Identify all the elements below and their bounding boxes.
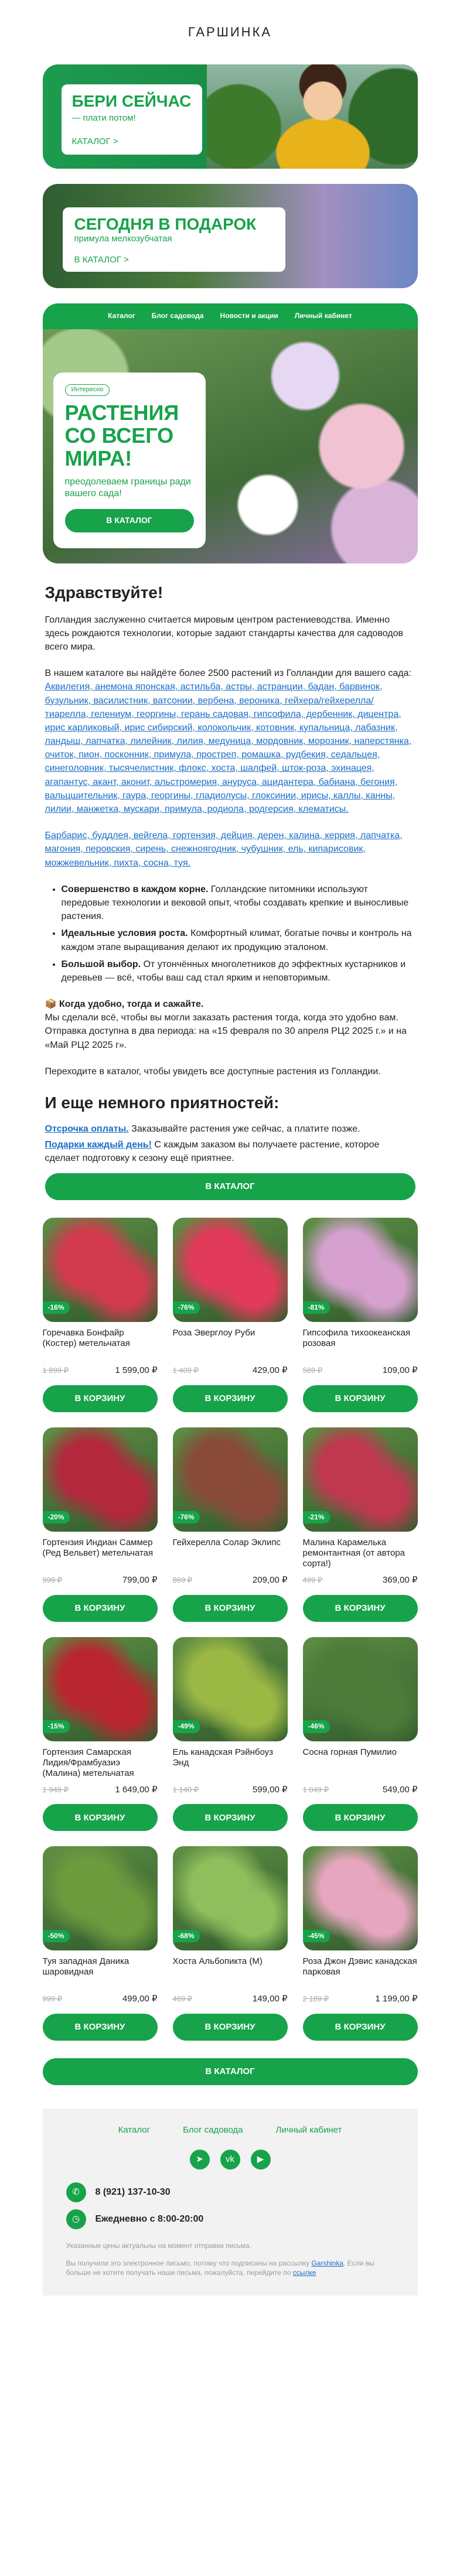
add-to-cart-button[interactable]: В КОРЗИНУ	[303, 2014, 418, 2041]
price-note: Указанные цены актуальны на момент отправки письма.	[66, 2241, 251, 2250]
discount-badge: -46%	[303, 1720, 330, 1733]
final-paragraph: Переходите в каталог, чтобы увидеть все доступные растения из Голландии.	[45, 1066, 381, 1077]
garshinka-link[interactable]: Garshinka	[311, 2259, 344, 2268]
product-name[interactable]: Гипсофила тихоокеанская розовая	[302, 1328, 411, 1349]
banner-subtitle: преодолеваем границы ради вашего сада!	[64, 476, 191, 498]
product-card[interactable]	[43, 1637, 158, 1832]
add-to-cart-button[interactable]: В КОРЗИНУ	[173, 1385, 288, 1412]
add-to-cart-button[interactable]: В КОРЗИНУ	[43, 1804, 158, 1831]
product-image[interactable]	[303, 1846, 418, 1950]
footer-nav	[66, 2124, 394, 2137]
social-links	[66, 2150, 394, 2170]
product-image[interactable]	[303, 1427, 418, 1532]
product-prices	[303, 1574, 418, 1587]
product-grid	[43, 1218, 418, 2041]
old-price: 2 189 ₽	[302, 1994, 329, 2004]
extra-deferred	[45, 1122, 415, 1136]
discount-badge: -76%	[173, 1301, 200, 1314]
phone-icon: ✆	[66, 2182, 86, 2202]
footer-nav-blog[interactable]: Блог садовода	[183, 2125, 243, 2136]
product-card[interactable]	[43, 1427, 158, 1622]
product-image[interactable]	[43, 1637, 158, 1741]
banner-title: БЕРИ СЕЙЧАС	[71, 92, 192, 110]
deferred-payment-link[interactable]: Отсрочка оплаты.	[45, 1123, 129, 1134]
site-logo[interactable]: ГАРШИНКА	[188, 25, 272, 40]
product-name[interactable]: Роза Джон Дэвис канадская парковая	[302, 1956, 417, 1977]
old-price: 589 ₽	[302, 1366, 323, 1375]
benefit-item	[62, 883, 415, 924]
product-card[interactable]	[173, 1637, 288, 1832]
extra-gifts	[45, 1138, 415, 1165]
product-card[interactable]	[173, 1846, 288, 2041]
banner-catalog-link[interactable]: КАТАЛОГ >	[71, 136, 118, 147]
old-price: 1 049 ₽	[302, 1785, 329, 1794]
product-name[interactable]: Роза Эверглоу Руби	[172, 1328, 255, 1338]
product-card[interactable]	[173, 1218, 288, 1412]
discount-badge: -45%	[303, 1930, 330, 1942]
youtube-icon[interactable]: ▶	[251, 2150, 271, 2170]
old-price: 1 409 ₽	[172, 1366, 199, 1375]
benefit-title: Идеальные условия роста.	[61, 928, 188, 939]
product-name[interactable]: Сосна горная Пумилио	[302, 1747, 397, 1757]
product-name[interactable]: Гейхерелла Солар Эклипс	[172, 1537, 281, 1547]
benefit-title: Большой выбор.	[61, 959, 141, 969]
current-price: 209,00 ₽	[252, 1574, 288, 1585]
product-name[interactable]: Гортензия Самарская Лидия/Фрамбуазиэ (Малина) метельчатая	[42, 1747, 134, 1778]
telegram-icon[interactable]: ➤	[190, 2150, 210, 2170]
product-card[interactable]	[303, 1846, 418, 2041]
product-image[interactable]	[43, 1218, 158, 1322]
add-to-cart-button[interactable]: В КОРЗИНУ	[43, 2014, 158, 2041]
discount-badge: -21%	[303, 1511, 330, 1523]
product-prices	[43, 1574, 158, 1587]
nav-account[interactable]: Личный кабинет	[294, 312, 352, 320]
old-price: 869 ₽	[172, 1575, 193, 1584]
current-price: 429,00 ₽	[252, 1365, 288, 1376]
benefit-item	[62, 958, 415, 985]
banner-catalog-button[interactable]: В КАТАЛОГ	[65, 509, 194, 532]
add-to-cart-button[interactable]: В КОРЗИНУ	[303, 1804, 418, 1831]
plants-intro: В нашем каталоге вы найдёте более 2500 растений из Голландии для вашего сада:	[45, 668, 411, 679]
current-price: 799,00 ₽	[122, 1574, 158, 1585]
subscription-note	[66, 2259, 394, 2277]
product-prices	[303, 1364, 418, 1377]
banner-world-plants	[43, 329, 418, 563]
nav-catalog[interactable]: Каталог	[108, 312, 135, 320]
order-text: Мы сделали всё, чтобы вы могли заказать растения тогда, когда это удобно вам. Отправка доступна в два периода: на «15 февраля по 30 апреля РЦ2 2025 г.» и на «Май РЦ2 2025 г».	[45, 1013, 407, 1050]
product-prices	[173, 1784, 288, 1796]
product-prices	[303, 1784, 418, 1796]
footer-nav-account[interactable]: Личный кабинет	[275, 2125, 342, 2136]
benefit-item	[62, 927, 415, 954]
current-price: 369,00 ₽	[382, 1574, 418, 1585]
old-price: 469 ₽	[172, 1994, 193, 2004]
product-prices	[43, 1364, 158, 1377]
discount-badge: -76%	[173, 1511, 200, 1523]
plants-paragraph	[45, 667, 415, 816]
product-image[interactable]	[43, 1846, 158, 1950]
benefit-text: Комфортный климат, богатые почвы и контроль на каждом этапе выращивания делают их продукцию эталоном.	[61, 928, 412, 952]
current-price: 149,00 ₽	[252, 1994, 288, 2004]
vk-icon[interactable]: vk	[220, 2150, 240, 2170]
banner-title: РАСТЕНИЯ СО ВСЕГО МИРА!	[64, 400, 179, 470]
top-nav	[43, 303, 418, 329]
discount-badge: -15%	[43, 1720, 70, 1733]
product-name[interactable]: Горечавка Бонфайр (Костер) метельчатая	[42, 1328, 130, 1349]
banner-subtitle: — плати потом!	[71, 113, 136, 124]
deferred-payment-text: Заказывайте растения уже сейчас, а платите позже.	[128, 1123, 360, 1134]
banner-subtitle: примула мелкозубчатая	[74, 234, 172, 244]
banner-photo	[207, 64, 418, 169]
current-price: 1 599,00 ₽	[115, 1365, 158, 1376]
product-image[interactable]	[303, 1218, 418, 1322]
hours-row	[66, 2209, 394, 2229]
current-price: 499,00 ₽	[122, 1994, 158, 2004]
benefits-list	[62, 883, 415, 985]
add-to-cart-button[interactable]: В КОРЗИНУ	[173, 1804, 288, 1831]
catalog-button[interactable]: В КАТАЛОГ	[45, 1173, 415, 1200]
phone-number[interactable]: 8 (921) 137-10-30	[95, 2187, 171, 2198]
product-card[interactable]	[173, 1427, 288, 1622]
add-to-cart-button[interactable]: В КОРЗИНУ	[173, 2014, 288, 2041]
discount-badge: -81%	[303, 1301, 330, 1314]
note-post: . Если вы больше не хотите получать наши письма, пожалуйста, перейдите по	[66, 2259, 374, 2277]
old-price: 999 ₽	[42, 1575, 63, 1584]
greeting: Здравствуйте!	[45, 583, 163, 602]
product-image[interactable]	[173, 1637, 288, 1741]
old-price: 999 ₽	[42, 1994, 63, 2004]
product-image[interactable]	[43, 1427, 158, 1532]
nav-news[interactable]: Новости и акции	[220, 312, 278, 320]
current-price: 109,00 ₽	[382, 1365, 418, 1376]
order-title: 📦 Когда удобно, тогда и сажайте.	[45, 999, 204, 1010]
add-to-cart-button[interactable]: В КОРЗИНУ	[303, 1595, 418, 1622]
discount-badge: -20%	[43, 1511, 70, 1523]
product-name[interactable]: Гортензия Индиан Саммер (Ред Вельвет) метельчатая	[42, 1537, 154, 1558]
add-to-cart-button[interactable]: В КОРЗИНУ	[303, 1385, 418, 1412]
banner-card	[63, 207, 285, 272]
gifts-link[interactable]: Подарки каждый день!	[45, 1139, 152, 1150]
add-to-cart-button[interactable]: В КОРЗИНУ	[43, 1385, 158, 1412]
note-pre: Вы получили это электронное письмо, потому что подписаны на рассылку	[66, 2259, 312, 2268]
shrubs-links[interactable]: Барбарис, буддлея, вейгела, гортензия, дейция, дерен, калина, керрия, лапчатка, магония, перовския, сирень, снежноягодник, чубушник, ель, кипарисовик, можжевельник, пихта, сосна, туя.	[45, 831, 403, 868]
benefit-title: Совершенство в каждом корне.	[61, 884, 209, 894]
gifts-text: С каждым заказом вы получаете растение, которое сделает подготовку к сезону ещё приятнее.	[45, 1139, 380, 1163]
catalog-button-bottom[interactable]: В КАТАЛОГ	[43, 2058, 418, 2085]
old-price: 1 949 ₽	[42, 1785, 69, 1794]
old-price: 1 140 ₽	[172, 1785, 199, 1794]
discount-badge: -68%	[173, 1930, 200, 1942]
working-hours: Ежедневно с 8:00-20:00	[95, 2214, 204, 2225]
product-prices	[43, 1993, 158, 2006]
product-name[interactable]: Хоста Альбопикта (М)	[172, 1956, 263, 1967]
product-prices	[43, 1784, 158, 1796]
product-prices	[173, 1364, 288, 1377]
old-price: 1 899 ₽	[42, 1366, 69, 1375]
footer-nav-catalog[interactable]: Каталог	[118, 2125, 151, 2136]
discount-badge: -49%	[173, 1720, 200, 1733]
current-price: 599,00 ₽	[252, 1784, 288, 1795]
current-price: 549,00 ₽	[382, 1784, 418, 1795]
footer	[43, 2109, 418, 2295]
interesting-badge: Интересно	[65, 384, 110, 396]
banner-catalog-link[interactable]: В КАТАЛОГ >	[74, 255, 129, 265]
product-card[interactable]	[43, 1846, 158, 2041]
banner-card	[53, 373, 206, 548]
product-image[interactable]	[173, 1846, 288, 1950]
product-name[interactable]: Малина Карамелька ремонтантная (от автора сорта!)	[302, 1537, 405, 1569]
old-price: 499 ₽	[302, 1575, 323, 1584]
benefit-text: Голландские питомники используют передовые технологии и вековой опыт, чтобы создавать крепкие и выносливые растения.	[61, 884, 409, 922]
product-image[interactable]	[303, 1637, 418, 1741]
current-price: 1 649,00 ₽	[115, 1784, 158, 1795]
benefit-text: От утончённых многолетников до эффектных кустарников и деревьев — всё, чтобы ваш сад стал ярким и неповторимым.	[61, 959, 406, 983]
clock-icon: ◷	[66, 2209, 86, 2229]
phone-row	[66, 2182, 394, 2202]
unsubscribe-link[interactable]: ссылке	[292, 2268, 316, 2277]
product-image[interactable]	[173, 1218, 288, 1322]
add-to-cart-button[interactable]: В КОРЗИНУ	[173, 1595, 288, 1622]
product-name[interactable]: Туя западная Даника шаровидная	[42, 1956, 130, 1977]
banner-pay-later[interactable]	[43, 64, 418, 169]
current-price: 1 199,00 ₽	[375, 1994, 418, 2004]
letter-body	[43, 581, 418, 1200]
product-card[interactable]	[303, 1427, 418, 1622]
product-name[interactable]: Ель канадская Рэйнбоуз Энд	[172, 1747, 274, 1768]
add-to-cart-button[interactable]: В КОРЗИНУ	[43, 1595, 158, 1622]
product-card[interactable]	[303, 1218, 418, 1412]
intro-paragraph: Голландия заслуженно считается мировым центром растениеводства. Именно здесь рождаются технологии, которые задают стандарты качества для садоводов всего мира.	[45, 614, 404, 652]
product-prices	[173, 1574, 288, 1587]
extras-title: И еще немного приятностей:	[45, 1094, 280, 1112]
product-prices	[303, 1993, 418, 2006]
nav-blog[interactable]: Блог садовода	[151, 312, 204, 320]
banner-title: СЕГОДНЯ В ПОДАРОК	[74, 215, 257, 233]
product-card[interactable]	[43, 1218, 158, 1412]
order-paragraph	[45, 997, 415, 1052]
product-prices	[173, 1993, 288, 2006]
banner-card	[62, 84, 202, 155]
product-card[interactable]	[303, 1637, 418, 1832]
plants-links[interactable]: Аквилегия, анемона японская, астильба, астры, астранции, бадан, барвинок, бузульник, василистник, ватсонии, вербена, вероника, гейхера/гейхерелла/тиарелла, гелениум, георгины, герань садовая, гипсофила, дербенник, дицентра, ирис карликовый, ирис сибирский, колокольчик, котовник, купальница, лабазник, ландыш, лапчатка, лилейник, лилия, медуница, мордовник, морозник, наперстянка, очиток, пион, посконник, примула, простреп, ромашка, рудбекия, седальцея, синеголовник, тысячелистник, флокс, хоста, шалфей, шток-роза, эхинацея, агапантус, акант, аконит, альстромерия, ануруса, ацидантера, бабиана, бегония, вальцшительник, гаура, георгины, гладиолусы, глоксинии, ирисы, каллы, канны, лилии, манжетка, мускари, примула, родиола, родгерсия, клематисы.	[45, 682, 412, 815]
discount-badge: -16%	[43, 1301, 70, 1314]
banner-gift[interactable]	[43, 184, 418, 288]
discount-badge: -50%	[43, 1930, 70, 1942]
product-image[interactable]	[173, 1427, 288, 1532]
